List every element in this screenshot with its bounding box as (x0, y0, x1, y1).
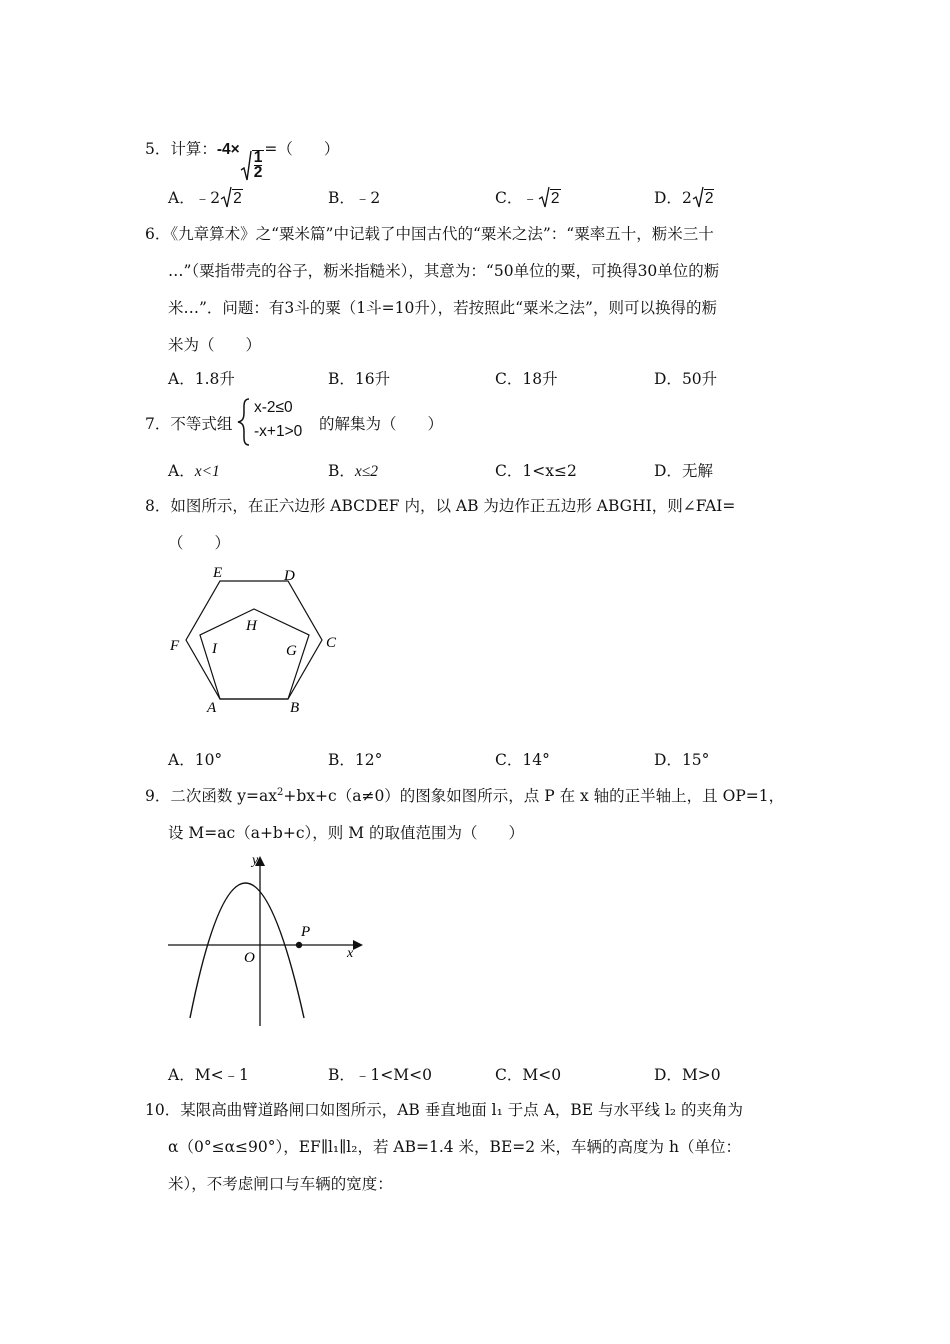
option-text: 50升 (681, 370, 718, 388)
q5-frac-num: 1 (253, 149, 263, 166)
label-y: y (252, 853, 259, 868)
option-text: 18升 (522, 370, 558, 388)
q8-option-c (495, 748, 550, 770)
q7-suffix: 的解集为（ ） (319, 415, 444, 433)
q8-option-b (328, 748, 382, 770)
q6-line-4: 米为（ ） (168, 336, 262, 354)
q9-line-2: 设 M=ac（a+b+c），则 M 的取值范围为（ ） (168, 824, 525, 842)
q5-option-c (495, 186, 561, 208)
option-label: A． (168, 189, 195, 207)
point-p-marker (296, 942, 302, 948)
q7-option-c (495, 459, 577, 481)
option-label: D． (654, 189, 682, 207)
option-radicand: 2 (233, 190, 242, 207)
option-label: D． (654, 370, 682, 388)
q5-prefix: 5．计算： (145, 140, 217, 158)
q6-line-2: …”（粟指带壳的谷子，粝米指糙米），其意为：“50单位的粟，可换得30单位的粝 (168, 262, 720, 280)
option-label: B． (328, 189, 355, 207)
parabola-graph-figure (160, 850, 370, 1030)
option-label: A． (168, 751, 195, 769)
option-text: 15° (681, 751, 710, 769)
radical-sign-icon (220, 186, 232, 208)
option-label: C． (495, 1066, 523, 1084)
brace-icon (237, 398, 251, 446)
q10-line-2: α（0°≤α≤90°），EF∥l₁∥l₂，若 AB=1.4 米，BE=2 米，车辆的高度为 h（单位： (168, 1138, 741, 1156)
q5-frac-den: 2 (253, 164, 263, 181)
q5-option-d (654, 186, 714, 208)
option-text: x<1 (194, 463, 220, 480)
option-label: B． (328, 370, 355, 388)
q9-superscript: 2 (277, 786, 284, 798)
option-radicand: 2 (704, 190, 714, 207)
option-label: A． (168, 1066, 195, 1084)
q9-option-b (328, 1063, 432, 1085)
label-F: F (170, 638, 180, 654)
q7-ineq-1: x-2≤0 (254, 399, 293, 416)
q9-option-a (168, 1063, 249, 1085)
option-text: M>0 (681, 1066, 721, 1084)
q9-option-c (495, 1063, 561, 1085)
q9-line-1 (145, 784, 784, 806)
option-label: A． (168, 370, 195, 388)
option-text: 16升 (354, 370, 391, 388)
option-text: 10° (194, 751, 223, 769)
option-text: 2 (681, 189, 692, 207)
label-O: O (244, 950, 255, 966)
q7-option-a (168, 459, 220, 481)
q6-option-c (495, 367, 558, 389)
x-axis-arrow-icon (353, 940, 363, 950)
option-text: M<0 (522, 1066, 562, 1084)
option-label: C． (495, 462, 523, 480)
label-x: x (347, 946, 354, 961)
option-text: ﹣1<M<0 (354, 1066, 432, 1084)
option-text: ﹣2 (354, 189, 381, 207)
radical-sign-icon (538, 186, 550, 208)
label-H: H (246, 618, 257, 634)
radical-sign-icon (692, 186, 704, 208)
option-label: C． (495, 370, 523, 388)
option-text: 无解 (681, 462, 713, 480)
option-radicand: 2 (550, 190, 560, 207)
option-label: C． (495, 189, 523, 207)
option-text: 1<x≤2 (522, 462, 577, 480)
q5-suffix: =（ ） (264, 140, 340, 158)
q6-line-1: 6．《九章算术》之“粟米篇”中记载了中国古代的“粟米之法”：“粟率五十，粝米三十 (145, 225, 714, 243)
q7-ineq-2: -x+1>0 (254, 423, 303, 440)
option-label: B． (328, 1066, 355, 1084)
option-text: ﹣2 (194, 189, 221, 207)
q6-option-d (654, 367, 717, 389)
q9-option-d (654, 1063, 721, 1085)
q6-line-3: 米…”．问题：有3斗的粟（1斗=10升），若按照此“粟米之法”，则可以换得的粝 (168, 299, 717, 317)
regular-hexagon (186, 581, 322, 699)
option-text: M<﹣1 (194, 1066, 249, 1084)
option-label: B． (328, 751, 355, 769)
option-label: D． (654, 751, 682, 769)
q5-sqrt (240, 150, 265, 182)
option-text: 1.8升 (194, 370, 235, 388)
option-label: D． (654, 462, 682, 480)
label-D: D (284, 568, 295, 584)
radical-sign-icon (240, 150, 252, 182)
q8-line-1: 8．如图所示，在正六边形 ABCDEF 内，以 AB 为边作正五边形 ABGHI，则∠FAI= (145, 497, 736, 515)
q5-option-b (328, 186, 380, 208)
q10-line-1: 10．某限高曲臂道路闸口如图所示，AB 垂直地面 l₁ 于点 A，BE 与水平线 l₂ 的夹角为 (145, 1101, 744, 1119)
q6-option-a (168, 367, 235, 389)
q7-option-b (328, 459, 378, 481)
q7-option-d (654, 459, 713, 481)
option-label: A． (168, 462, 195, 480)
label-E: E (213, 565, 223, 581)
label-B: B (290, 700, 300, 716)
label-I: I (212, 641, 217, 657)
q5-coef: -4× (216, 141, 240, 158)
label-P: P (301, 924, 311, 940)
hexagon-pentagon-figure (160, 560, 360, 720)
q9-line-1-a: 9．二次函数 y=ax (145, 787, 278, 805)
label-G: G (286, 643, 297, 659)
option-label: D． (654, 1066, 682, 1084)
q7-prefix: 7．不等式组 (145, 415, 233, 433)
label-C: C (326, 635, 337, 651)
option-label: C． (495, 751, 523, 769)
option-label: B． (328, 462, 355, 480)
option-text: ﹣ (522, 189, 538, 207)
q9-line-1-b: +bx+c（a≠0）的图象如图所示，点 P 在 x 轴的正半轴上，且 OP=1， (283, 787, 785, 805)
q10-line-3: 米），不考虑闸口与车辆的宽度： (168, 1175, 393, 1193)
option-text: 14° (522, 751, 550, 769)
q5-stem (145, 138, 339, 182)
q5-option-a (168, 186, 243, 208)
q8-line-2: （ ） (168, 534, 231, 552)
option-text: 12° (354, 751, 383, 769)
q6-option-b (328, 367, 390, 389)
label-A: A (207, 700, 217, 716)
q8-option-a (168, 748, 222, 770)
q8-option-d (654, 748, 709, 770)
option-text: x≤2 (354, 463, 379, 480)
